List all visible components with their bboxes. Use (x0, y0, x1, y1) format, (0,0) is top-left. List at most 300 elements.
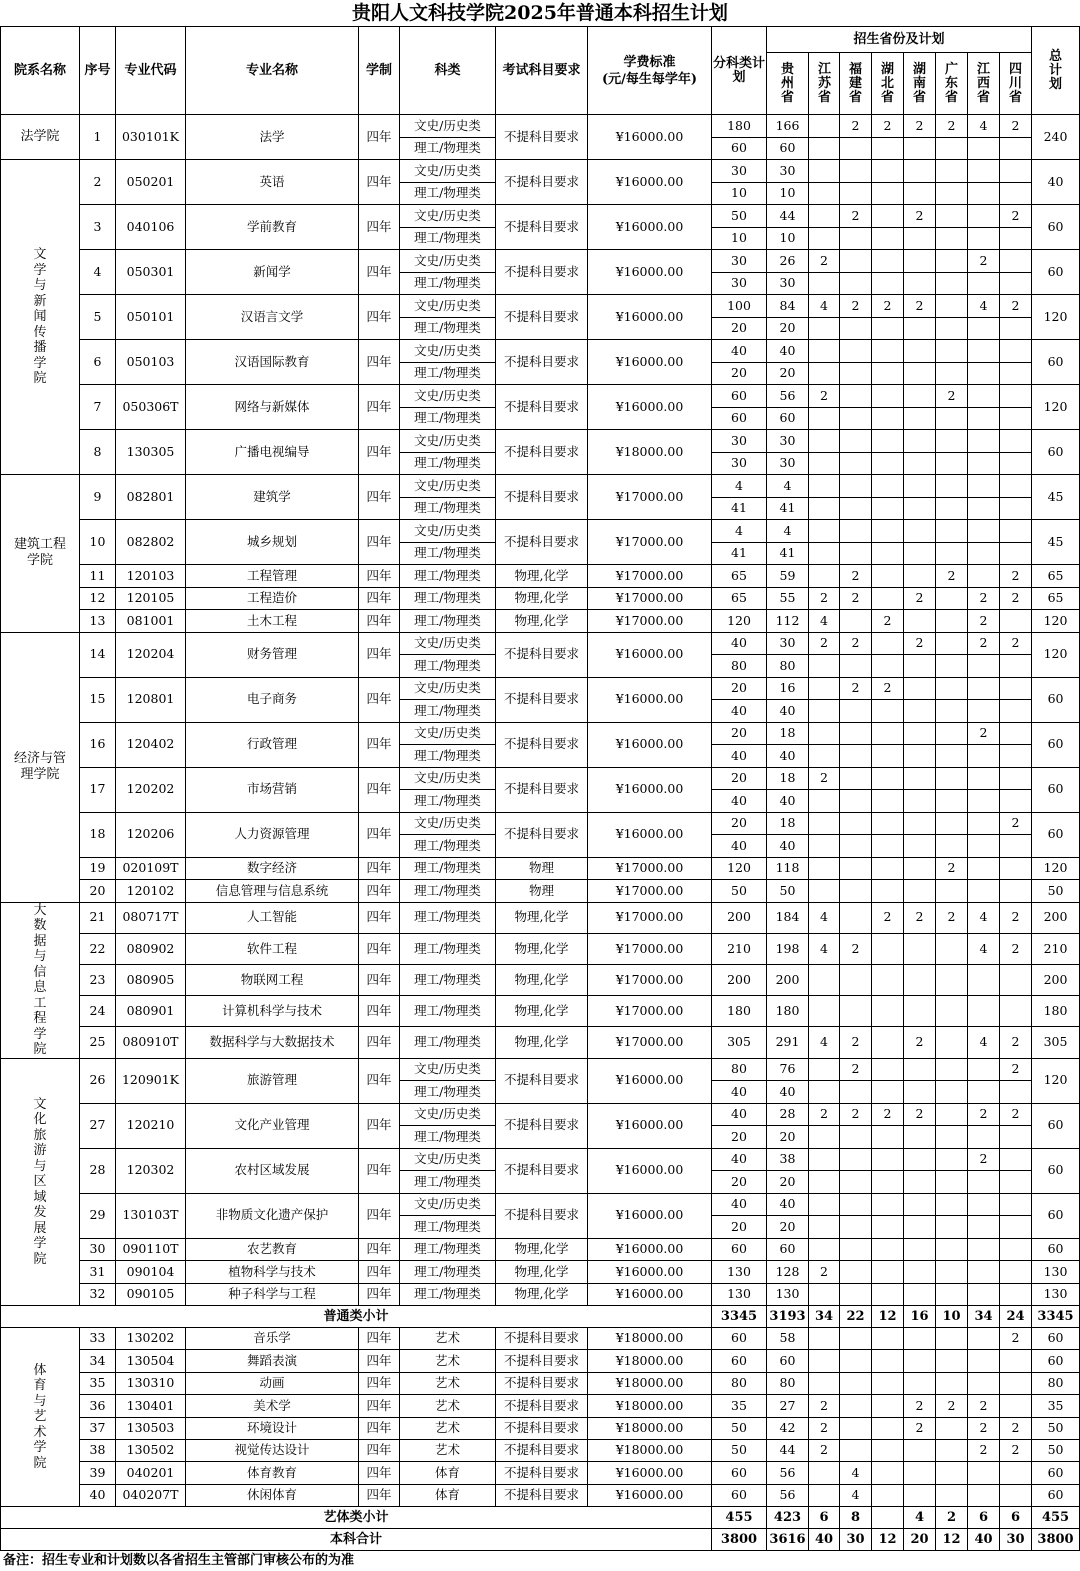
province-plan-cell: 40 (767, 790, 809, 813)
province-plan-cell (1000, 857, 1032, 880)
table-row (1, 1395, 1080, 1417)
table-row (1, 430, 1080, 453)
subject-req-cell: 不提科目要求 (496, 340, 588, 385)
fee-cell: ¥17000.00 (588, 520, 712, 565)
province-plan-cell: 4 (809, 933, 840, 964)
province-plan-cell (872, 182, 904, 205)
province-plan-cell (904, 996, 936, 1027)
total-plan-cell: 60 (1032, 812, 1080, 857)
province-plan-cell (904, 1081, 936, 1104)
page-title: 贵阳人文科技学院2025年普通本科招生计划 (352, 2, 728, 24)
province-plan-cell (936, 835, 968, 858)
major-years-cell: 四年 (359, 115, 400, 160)
province-plan-cell (936, 1027, 968, 1058)
province-plan-cell: 59 (767, 565, 809, 588)
subject-req-cell: 不提科目要求 (496, 1148, 588, 1193)
general-subtotal-row-label: 普通类小计 (1, 1306, 712, 1328)
province-plan-cell (904, 722, 936, 745)
province-plan-cell (872, 1238, 904, 1261)
province-plan-cell: 26 (767, 250, 809, 273)
table-row (1, 1103, 1080, 1126)
major-years-cell: 四年 (359, 880, 400, 903)
subject-req-cell: 不提科目要求 (496, 632, 588, 677)
category-cell: 理工/物理类 (400, 700, 496, 723)
subject-req-cell: 物理 (496, 857, 588, 880)
dept-name-cell: 经济与管理学院 (1, 632, 80, 902)
table-row (1, 1328, 1080, 1350)
province-plan-cell (968, 1283, 1000, 1306)
province-plan-cell (968, 1126, 1000, 1149)
major-name-cell: 城乡规划 (186, 520, 359, 565)
total-plan-cell: 60 (1032, 205, 1080, 250)
grand-total-row-province: 30 (840, 1529, 872, 1551)
header-province-4: 湖南省 (904, 53, 936, 115)
fee-cell: ¥18000.00 (588, 1372, 712, 1394)
province-plan-cell: 30 (767, 430, 809, 453)
subject-req-cell: 不提科目要求 (496, 1484, 588, 1506)
province-plan-cell (1000, 880, 1032, 903)
header-no: 序号 (80, 27, 116, 115)
cat-plan-cell: 30 (712, 430, 767, 453)
province-plan-cell: 2 (968, 587, 1000, 610)
province-plan-cell: 2 (840, 587, 872, 610)
category-cell: 理工/物理类 (400, 272, 496, 295)
major-name-cell: 人力资源管理 (186, 812, 359, 857)
province-plan-cell (904, 385, 936, 408)
category-cell: 理工/物理类 (400, 407, 496, 430)
province-plan-cell (840, 1395, 872, 1417)
arts-subtotal-row-province: 6 (968, 1507, 1000, 1529)
province-plan-cell (809, 1081, 840, 1104)
province-plan-cell (968, 452, 1000, 475)
province-plan-cell: 60 (767, 407, 809, 430)
major-code-cell: 081001 (116, 610, 186, 633)
total-plan-cell: 120 (1032, 610, 1080, 633)
province-plan-cell (904, 1148, 936, 1171)
category-cell: 理工/物理类 (400, 565, 496, 588)
cat-plan-cell: 50 (712, 1439, 767, 1461)
major-years-cell: 四年 (359, 1350, 400, 1372)
province-plan-cell: 4 (968, 933, 1000, 964)
total-plan-cell: 130 (1032, 1261, 1080, 1284)
province-plan-cell (840, 790, 872, 813)
major-years-cell: 四年 (359, 295, 400, 340)
province-plan-cell (872, 542, 904, 565)
category-cell: 理工/物理类 (400, 1027, 496, 1058)
header-provinces-group: 招生省份及计划 (767, 27, 1032, 53)
province-plan-cell: 2 (968, 610, 1000, 633)
category-cell: 文史/历史类 (400, 812, 496, 835)
province-plan-cell: 2 (840, 565, 872, 588)
footnote: 备注：招生专业和计划数以各省招生主管部门审核公布的为准 (0, 1550, 1080, 1571)
province-plan-cell (809, 700, 840, 723)
province-plan-cell (968, 1350, 1000, 1372)
province-plan-cell (904, 812, 936, 835)
province-plan-cell: 40 (767, 1081, 809, 1104)
province-plan-cell (936, 677, 968, 700)
province-plan-cell (936, 1283, 968, 1306)
province-plan-cell (872, 1417, 904, 1439)
province-plan-cell (904, 227, 936, 250)
province-plan-cell (936, 632, 968, 655)
province-plan-cell: 40 (767, 340, 809, 363)
province-plan-cell (904, 1238, 936, 1261)
major-no-cell: 29 (80, 1193, 116, 1238)
province-plan-cell (809, 745, 840, 768)
arts-subtotal-row-province: 4 (904, 1507, 936, 1529)
arts-subtotal-row-province: 8 (840, 1507, 872, 1529)
total-plan-cell: 50 (1032, 880, 1080, 903)
province-plan-cell (904, 1372, 936, 1394)
province-plan-cell (872, 340, 904, 363)
table-row (1, 880, 1080, 903)
general-subtotal-row-province: 34 (809, 1306, 840, 1328)
province-plan-cell (904, 1484, 936, 1506)
province-plan-cell: 180 (767, 996, 809, 1027)
major-name-cell: 旅游管理 (186, 1058, 359, 1103)
province-plan-cell (1000, 996, 1032, 1027)
province-plan-cell (872, 812, 904, 835)
province-plan-cell: 56 (767, 1484, 809, 1506)
table-row (1, 722, 1080, 745)
province-plan-cell (968, 475, 1000, 498)
major-years-cell: 四年 (359, 1395, 400, 1417)
province-plan-cell: 40 (767, 745, 809, 768)
major-no-cell: 8 (80, 430, 116, 475)
province-plan-cell (968, 767, 1000, 790)
province-plan-cell: 2 (968, 1148, 1000, 1171)
major-code-cell: 090105 (116, 1283, 186, 1306)
fee-cell: ¥16000.00 (588, 1462, 712, 1484)
province-plan-cell (1000, 520, 1032, 543)
province-plan-cell (936, 767, 968, 790)
province-plan-cell (936, 745, 968, 768)
subject-req-cell: 不提科目要求 (496, 1439, 588, 1461)
fee-cell: ¥17000.00 (588, 475, 712, 520)
major-no-cell: 20 (80, 880, 116, 903)
major-name-cell: 信息管理与信息系统 (186, 880, 359, 903)
province-plan-cell: 2 (936, 385, 968, 408)
province-plan-cell (936, 317, 968, 340)
province-plan-cell (904, 520, 936, 543)
major-no-cell: 38 (80, 1439, 116, 1461)
category-cell: 理工/物理类 (400, 1238, 496, 1261)
major-years-cell: 四年 (359, 1462, 400, 1484)
province-plan-cell (968, 1238, 1000, 1261)
major-years-cell: 四年 (359, 430, 400, 475)
province-plan-cell: 4 (809, 902, 840, 933)
province-plan-cell: 2 (936, 115, 968, 138)
province-plan-cell (968, 407, 1000, 430)
province-plan-cell (840, 1148, 872, 1171)
province-plan-cell (1000, 1484, 1032, 1506)
province-plan-cell (809, 115, 840, 138)
province-plan-cell (1000, 1148, 1032, 1171)
province-plan-cell: 2 (904, 1417, 936, 1439)
major-code-cell: 090104 (116, 1261, 186, 1284)
major-years-cell: 四年 (359, 610, 400, 633)
subject-req-cell: 物理,化学 (496, 933, 588, 964)
major-name-cell: 学前教育 (186, 205, 359, 250)
arts-subtotal-row-label: 艺体类小计 (1, 1507, 712, 1529)
province-plan-cell (1000, 1372, 1032, 1394)
province-plan-cell (809, 880, 840, 903)
major-no-cell: 32 (80, 1283, 116, 1306)
province-plan-cell (872, 1193, 904, 1216)
province-plan-cell: 2 (904, 295, 936, 318)
province-plan-cell: 41 (767, 497, 809, 520)
total-plan-cell: 60 (1032, 340, 1080, 385)
province-plan-cell (840, 1171, 872, 1194)
major-years-cell: 四年 (359, 1027, 400, 1058)
cat-plan-cell: 4 (712, 520, 767, 543)
province-plan-cell (1000, 835, 1032, 858)
major-years-cell: 四年 (359, 933, 400, 964)
province-plan-cell (809, 565, 840, 588)
province-plan-cell (840, 182, 872, 205)
major-code-cell: 050103 (116, 340, 186, 385)
header-years: 学制 (359, 27, 400, 115)
province-plan-cell (904, 497, 936, 520)
province-plan-cell (904, 1193, 936, 1216)
province-plan-cell (872, 475, 904, 498)
major-code-cell: 130310 (116, 1372, 186, 1394)
table-row (1, 115, 1080, 138)
fee-cell: ¥16000.00 (588, 250, 712, 295)
major-code-cell: 080901 (116, 996, 186, 1027)
province-plan-cell (936, 205, 968, 228)
province-plan-cell (936, 1238, 968, 1261)
province-plan-cell: 2 (968, 250, 1000, 273)
header-province-3: 湖北省 (872, 53, 904, 115)
grand-total-row-total: 3800 (1032, 1529, 1080, 1551)
cat-plan-cell: 40 (712, 700, 767, 723)
major-name-cell: 软件工程 (186, 933, 359, 964)
total-plan-cell: 130 (1032, 1283, 1080, 1306)
table-row (1, 1027, 1080, 1058)
province-plan-cell (872, 430, 904, 453)
province-plan-cell: 27 (767, 1395, 809, 1417)
province-plan-cell (936, 996, 968, 1027)
province-plan-cell (904, 655, 936, 678)
fee-cell: ¥16000.00 (588, 1261, 712, 1284)
category-cell: 文史/历史类 (400, 632, 496, 655)
major-name-cell: 建筑学 (186, 475, 359, 520)
province-plan-cell: 50 (767, 880, 809, 903)
province-plan-cell (936, 475, 968, 498)
province-plan-cell (840, 812, 872, 835)
table-row (1, 1261, 1080, 1284)
province-plan-cell (872, 1350, 904, 1372)
province-plan-cell (904, 1126, 936, 1149)
province-plan-cell (968, 227, 1000, 250)
province-plan-cell (904, 857, 936, 880)
province-plan-cell (936, 1081, 968, 1104)
subject-req-cell: 不提科目要求 (496, 295, 588, 340)
province-plan-cell: 2 (840, 933, 872, 964)
general-subtotal-row-province: 3193 (767, 1306, 809, 1328)
province-plan-cell: 60 (767, 1350, 809, 1372)
table-row (1, 1372, 1080, 1394)
province-plan-cell (840, 1081, 872, 1104)
province-plan-cell: 2 (809, 587, 840, 610)
major-no-cell: 28 (80, 1148, 116, 1193)
province-plan-cell (840, 1126, 872, 1149)
province-plan-cell (1000, 1171, 1032, 1194)
subject-req-cell: 不提科目要求 (496, 677, 588, 722)
province-plan-cell (840, 902, 872, 933)
cat-plan-cell: 130 (712, 1283, 767, 1306)
province-plan-cell (872, 520, 904, 543)
province-plan-cell: 44 (767, 1439, 809, 1461)
province-plan-cell (872, 632, 904, 655)
province-plan-cell (968, 857, 1000, 880)
province-plan-cell (936, 520, 968, 543)
cat-plan-cell: 40 (712, 790, 767, 813)
table-row (1, 1238, 1080, 1261)
grand-total-row-province: 40 (809, 1529, 840, 1551)
province-plan-cell (1000, 340, 1032, 363)
province-plan-cell: 16 (767, 677, 809, 700)
general-subtotal-row-province: 10 (936, 1306, 968, 1328)
province-plan-cell: 2 (1000, 1328, 1032, 1350)
province-plan-cell: 2 (968, 632, 1000, 655)
province-plan-cell: 40 (767, 1193, 809, 1216)
major-no-cell: 10 (80, 520, 116, 565)
total-plan-cell: 120 (1032, 857, 1080, 880)
province-plan-cell (1000, 430, 1032, 453)
province-plan-cell (968, 996, 1000, 1027)
province-plan-cell: 2 (1000, 295, 1032, 318)
major-years-cell: 四年 (359, 205, 400, 250)
major-code-cell: 050101 (116, 295, 186, 340)
fee-cell: ¥16000.00 (588, 1283, 712, 1306)
province-plan-cell (936, 1484, 968, 1506)
province-plan-cell (872, 745, 904, 768)
province-plan-cell (872, 722, 904, 745)
category-cell: 文史/历史类 (400, 1193, 496, 1216)
province-plan-cell: 10 (767, 182, 809, 205)
province-plan-cell (1000, 700, 1032, 723)
province-plan-cell (872, 1439, 904, 1461)
province-plan-cell (936, 1417, 968, 1439)
total-plan-cell: 60 (1032, 1350, 1080, 1372)
arts-subtotal-row (1, 1507, 1080, 1529)
total-plan-cell: 60 (1032, 722, 1080, 767)
fee-cell: ¥16000.00 (588, 205, 712, 250)
province-plan-cell (872, 1484, 904, 1506)
province-plan-cell (968, 745, 1000, 768)
province-plan-cell (840, 1283, 872, 1306)
province-plan-cell (1000, 1126, 1032, 1149)
header-dept: 院系名称 (1, 27, 80, 115)
total-plan-cell: 60 (1032, 1103, 1080, 1148)
major-name-cell: 人工智能 (186, 902, 359, 933)
cat-plan-cell: 30 (712, 272, 767, 295)
cat-plan-cell: 4 (712, 475, 767, 498)
header-province-5: 广东省 (936, 53, 968, 115)
fee-cell: ¥16000.00 (588, 295, 712, 340)
province-plan-cell: 2 (809, 1439, 840, 1461)
major-no-cell: 2 (80, 160, 116, 205)
header-fee-line1: 学费标准 (623, 54, 676, 70)
province-plan-cell (968, 272, 1000, 295)
major-name-cell: 体育教育 (186, 1462, 359, 1484)
fee-cell: ¥16000.00 (588, 677, 712, 722)
province-plan-cell: 2 (1000, 1027, 1032, 1058)
province-plan-cell (872, 137, 904, 160)
total-plan-cell: 50 (1032, 1417, 1080, 1439)
cat-plan-cell: 80 (712, 655, 767, 678)
major-code-cell: 080717T (116, 902, 186, 933)
province-plan-cell (1000, 790, 1032, 813)
major-code-cell: 120202 (116, 767, 186, 812)
province-plan-cell: 2 (1000, 587, 1032, 610)
major-no-cell: 19 (80, 857, 116, 880)
total-plan-cell: 210 (1032, 933, 1080, 964)
province-plan-cell (936, 497, 968, 520)
province-plan-cell (1000, 542, 1032, 565)
category-cell: 理工/物理类 (400, 362, 496, 385)
grand-total-row-province: 3616 (767, 1529, 809, 1551)
table-row (1, 1058, 1080, 1081)
province-plan-cell: 28 (767, 1103, 809, 1126)
cat-plan-cell: 20 (712, 1126, 767, 1149)
fee-cell: ¥16000.00 (588, 340, 712, 385)
province-plan-cell (872, 250, 904, 273)
category-cell: 理工/物理类 (400, 933, 496, 964)
province-plan-cell (809, 182, 840, 205)
major-no-cell: 9 (80, 475, 116, 520)
category-cell: 理工/物理类 (400, 835, 496, 858)
category-cell: 理工/物理类 (400, 745, 496, 768)
grand-total-row-province: 12 (872, 1529, 904, 1551)
province-plan-cell: 291 (767, 1027, 809, 1058)
province-plan-cell (1000, 767, 1032, 790)
table-row (1, 250, 1080, 273)
province-plan-cell: 2 (968, 1395, 1000, 1417)
province-plan-cell (840, 1439, 872, 1461)
total-plan-cell: 180 (1032, 996, 1080, 1027)
province-plan-cell: 2 (809, 767, 840, 790)
province-plan-cell: 2 (809, 250, 840, 273)
major-code-cell: 120801 (116, 677, 186, 722)
total-plan-cell: 60 (1032, 1238, 1080, 1261)
province-plan-cell (904, 1171, 936, 1194)
major-name-cell: 美术学 (186, 1395, 359, 1417)
province-plan-cell: 20 (767, 1171, 809, 1194)
major-code-cell: 082802 (116, 520, 186, 565)
major-name-cell: 非物质文化遗产保护 (186, 1193, 359, 1238)
province-plan-cell (872, 160, 904, 183)
subject-req-cell: 不提科目要求 (496, 250, 588, 295)
province-plan-cell: 2 (840, 1027, 872, 1058)
province-plan-cell (936, 407, 968, 430)
province-plan-cell (840, 227, 872, 250)
category-cell: 艺术 (400, 1395, 496, 1417)
major-no-cell: 23 (80, 964, 116, 995)
province-plan-cell (809, 430, 840, 453)
total-plan-cell: 305 (1032, 1027, 1080, 1058)
category-cell: 文史/历史类 (400, 520, 496, 543)
province-plan-cell (809, 996, 840, 1027)
category-cell: 艺术 (400, 1439, 496, 1461)
province-plan-cell (1000, 1462, 1032, 1484)
major-code-cell: 130503 (116, 1417, 186, 1439)
province-plan-cell (936, 1462, 968, 1484)
total-plan-cell: 120 (1032, 385, 1080, 430)
province-plan-cell (968, 790, 1000, 813)
